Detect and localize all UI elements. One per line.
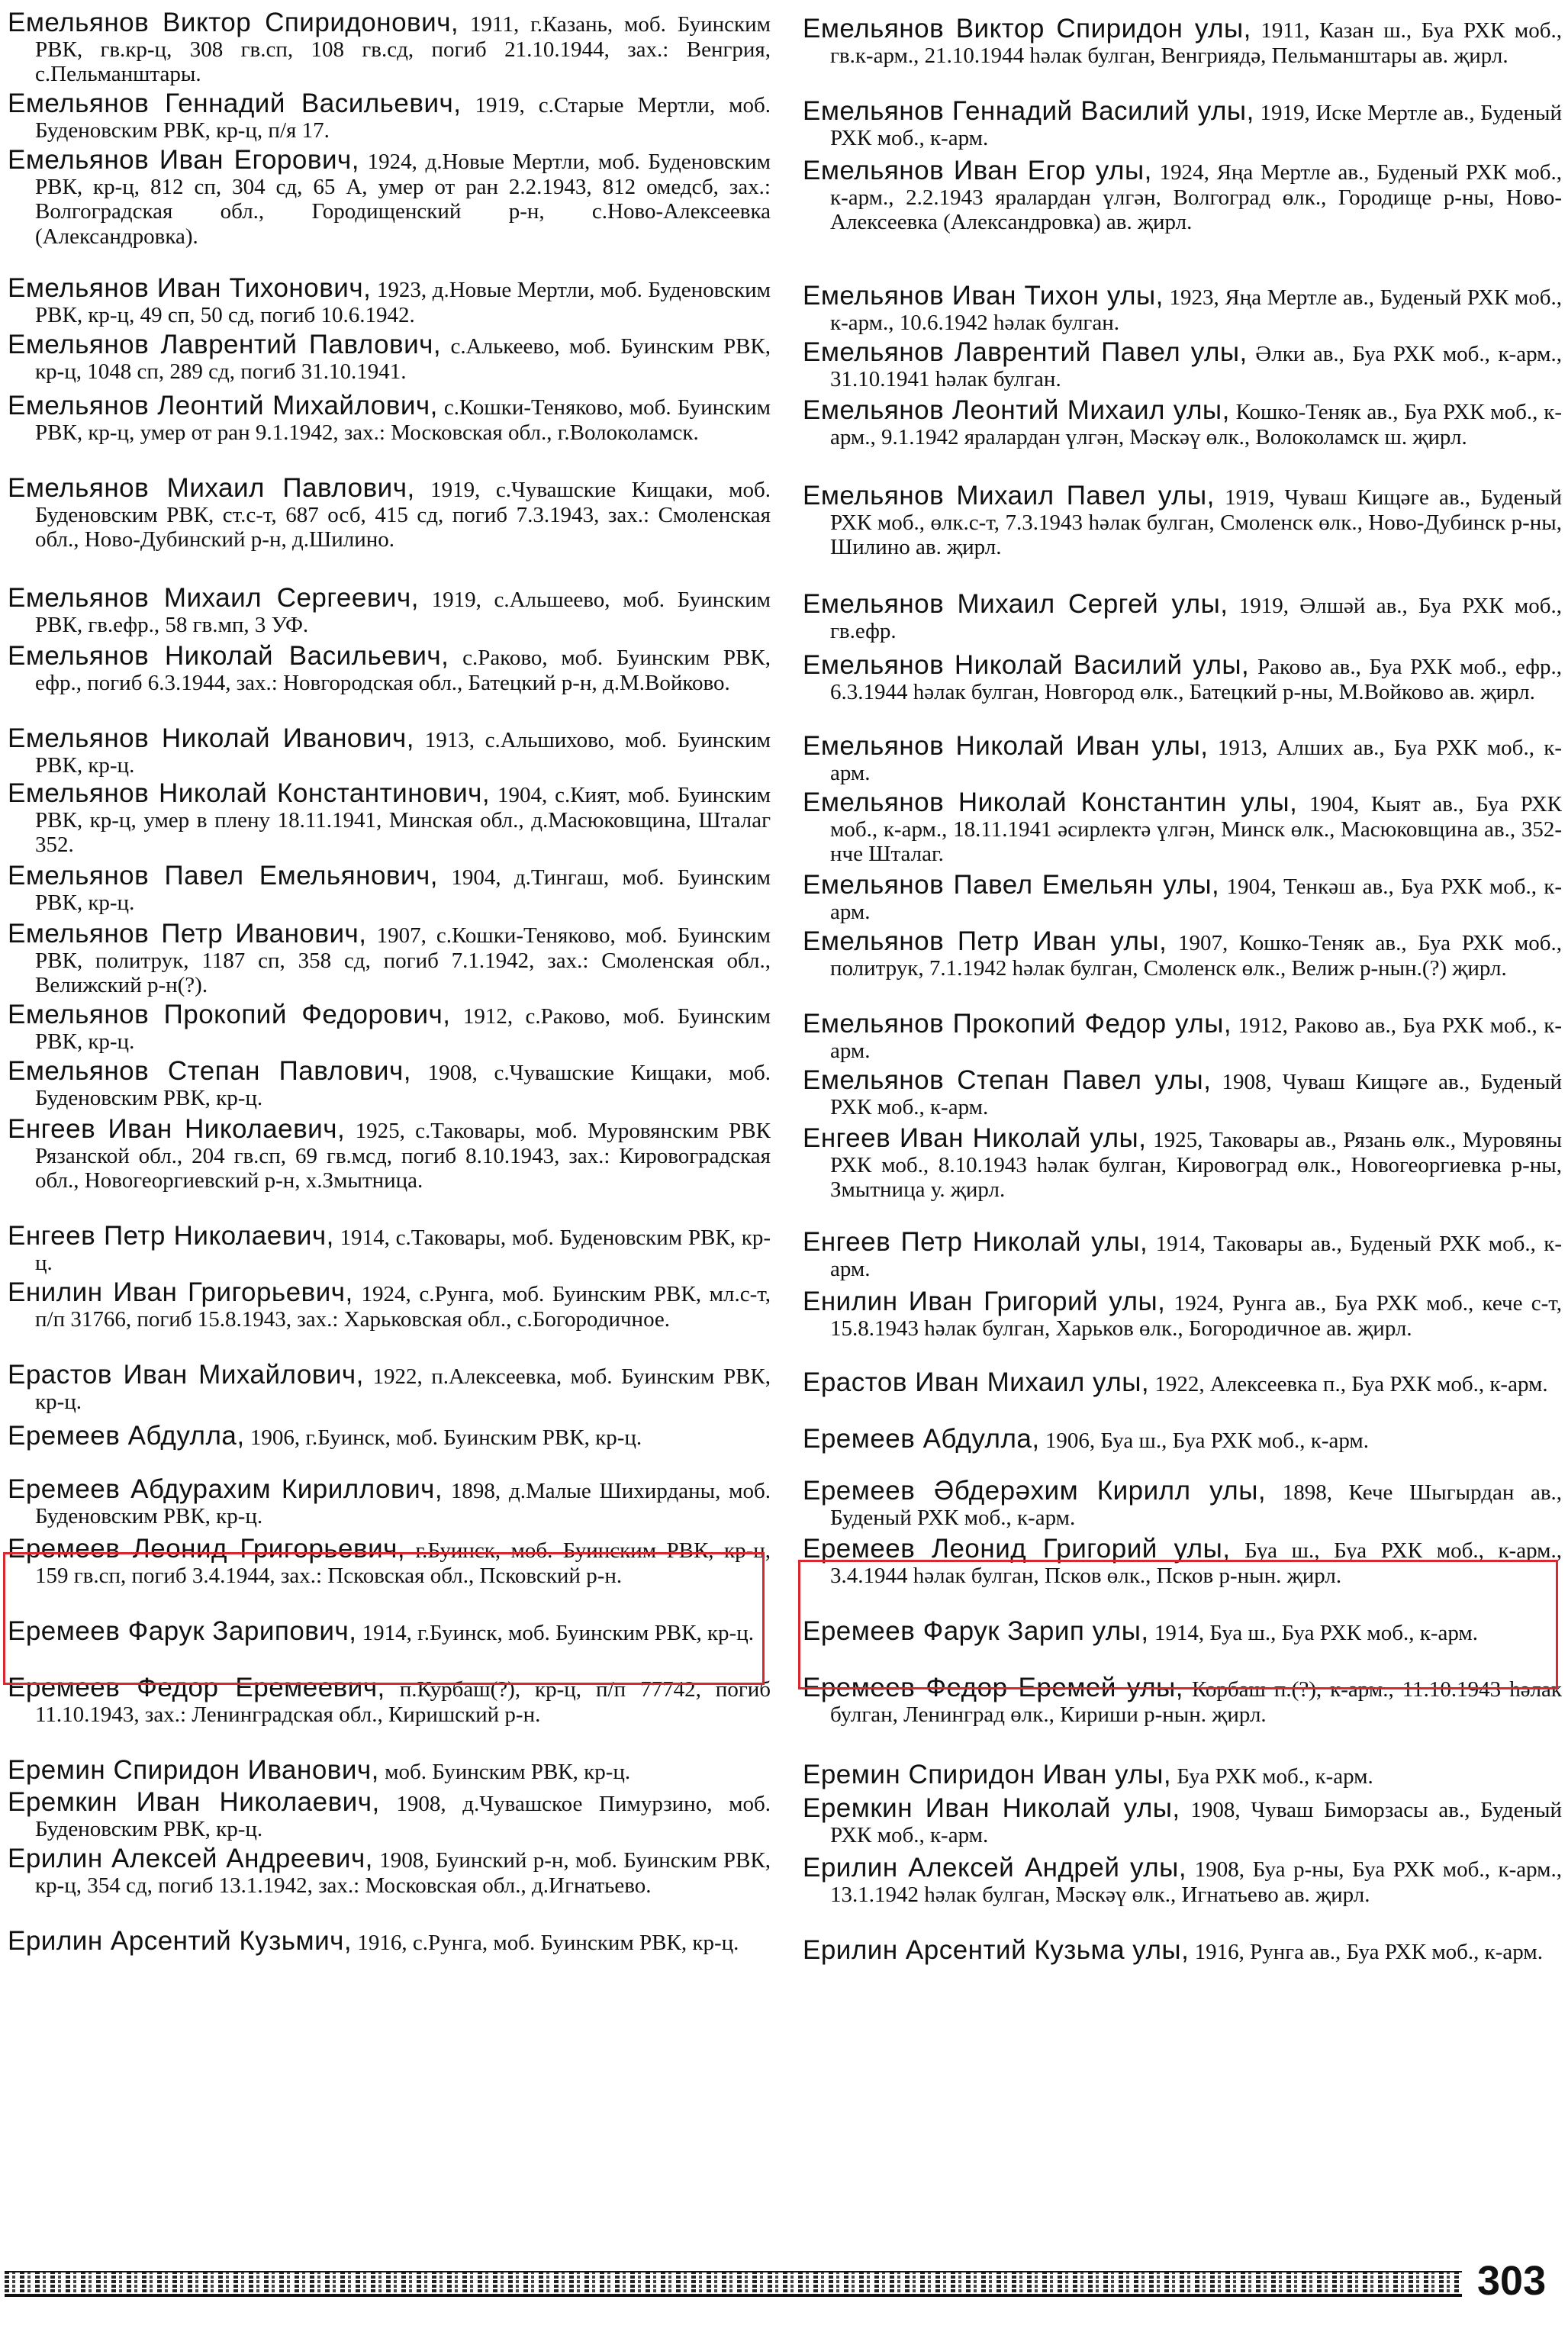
entry-name: Емельянов Леонтий Михайлович, xyxy=(8,391,438,420)
entry-name: Енилин Иван Григорьевич, xyxy=(8,1277,353,1307)
entry-name: Еремеев Абдулла, xyxy=(803,1424,1040,1454)
decorative-border xyxy=(5,2269,1462,2297)
entry-name: Емельянов Николай Васильевич, xyxy=(8,641,449,671)
entry xyxy=(8,1221,771,1275)
entry-name: Ерастов Иван Михайлович, xyxy=(8,1360,364,1390)
entry xyxy=(8,583,771,637)
entry-name: Емельянов Степан Павел улы, xyxy=(803,1065,1212,1095)
entry xyxy=(8,1755,771,1785)
entry-name: Емельянов Геннадий Васильевич, xyxy=(8,89,462,118)
entry-name: Емельянов Николай Иванович, xyxy=(8,723,414,753)
entry xyxy=(8,1000,771,1054)
entry xyxy=(8,778,771,858)
entry-details: 1914, с.Таковары, моб. Буденовским РВК, кр-ц. xyxy=(35,1226,771,1275)
entry-name: Емельянов Иван Егор улы, xyxy=(803,156,1152,185)
entry-name: Еремкин Иван Николаевич, xyxy=(8,1787,380,1817)
entry xyxy=(803,337,1562,391)
entry-details: 1906, Буа ш., Буа РХК моб., к-арм. xyxy=(1045,1429,1370,1453)
entry-name: Ерилин Алексей Андрей улы, xyxy=(803,1853,1187,1883)
entry-details: 1916, Рунга ав., Буа РХК моб., к-арм. xyxy=(1194,1940,1543,1964)
entry-name: Ерилин Арсентий Кузьмич, xyxy=(8,1926,353,1956)
entry-name: Еремеев Леонид Григорий улы, xyxy=(803,1534,1231,1564)
entry xyxy=(803,481,1563,560)
entry-details: 1922, п.Алексеевка, моб. Буинским РВК, кр-ц. xyxy=(35,1364,771,1414)
entry-name: Еремеев Фарук Зарипович, xyxy=(8,1616,357,1646)
entry xyxy=(8,1421,771,1451)
entry-details: 1919, с.Чувашские Кищаки, моб. Буденовским РВК, ст.с-т, 687 осб, 415 сд, погиб 7.3.1943, зах.: Смоленская обл., Ново-Дубинский р-н, д.Шилино. xyxy=(35,478,771,552)
entry xyxy=(803,1065,1562,1119)
entry-name: Еремеев Абдулла, xyxy=(8,1421,245,1451)
entry-name: Ерастов Иван Михаил улы, xyxy=(803,1367,1150,1397)
entry-name: Емельянов Николай Василий улы, xyxy=(803,650,1250,680)
entry-details: 1919, Иске Мертле ав., Буденый РХК моб., к-арм. xyxy=(830,101,1563,150)
entry-details: 1925, с.Таковары, моб. Муровянским РВК Рязанской обл., 204 гв.сп, 69 гв.мсд, погиб 8.10.1943, зах.: Кировоградская обл., Новогеоргиевский р-н, х.Змытница. xyxy=(35,1119,771,1193)
entry xyxy=(8,1277,771,1332)
entry xyxy=(8,1056,771,1110)
entry-name: Еремин Спиридон Иванович, xyxy=(8,1755,379,1785)
entry-details: г.Буинск, моб. Буинским РВК, кр-ц, 159 гв.сп, погиб 3.4.1944, зах.: Псковская обл., Псковский р-н. xyxy=(35,1538,771,1588)
entry xyxy=(8,641,771,695)
entry-details: Кошко-Теняк ав., Буа РХК моб., к-арм., 9.1.1942 яралардан үлгән, Мәскәү өлк., Волоколамск ш. җирл. xyxy=(830,400,1562,449)
entry xyxy=(803,870,1562,924)
entry xyxy=(8,1787,771,1841)
entry-details: с.Алькеево, моб. Буинским РВК, кр-ц, 1048 сп, 289 сд, погиб 31.10.1941. xyxy=(35,334,771,384)
entry-details: 1898, Кече Шыгырдан ав., Буденый РХК моб., к-арм. xyxy=(830,1480,1563,1530)
highlight-box-right xyxy=(798,1560,1558,1689)
entry-details: Буа ш., Буа РХК моб., к-арм., 3.4.1944 һәлак булган, Псков өлк., Псков р-нын. җирл. xyxy=(830,1538,1562,1588)
entry xyxy=(803,1476,1563,1530)
entry-details: 1908, Буинский р-н, моб. Буинским РВК, кр-ц, 354 сд, погиб 13.1.1942, зах.: Московская обл., д.Игнатьево. xyxy=(35,1848,771,1898)
entry-details: 1913, с.Альшихово, моб. Буинским РВК, кр-ц. xyxy=(35,728,771,778)
entry-name: Енгеев Петр Николай улы, xyxy=(803,1227,1148,1257)
entry xyxy=(803,788,1563,867)
entry-name: Ерилин Арсентий Кузьма улы, xyxy=(803,1935,1190,1965)
entry-name: Еремеев Абдурахим Кириллович, xyxy=(8,1474,443,1504)
entry-name: Емельянов Прокопий Федор улы, xyxy=(803,1009,1232,1039)
entry-name: Емельянов Иван Тихон улы, xyxy=(803,281,1164,311)
entry-details: 1908, д.Чувашское Пимурзино, моб. Буденовским РВК, кр-ц. xyxy=(35,1792,771,1841)
entry-details: 1904, Тенкәш ав., Буа РХК моб., к-арм. xyxy=(830,874,1562,924)
entry xyxy=(803,1935,1562,1965)
entry xyxy=(803,1853,1563,1907)
entry-details: 1907, Кошко-Теняк ав., Буа РХК моб., политрук, 7.1.1942 һәлак булган, Смоленск өлк., Велиж р-нын.(?) җирл. xyxy=(830,931,1562,981)
entry xyxy=(803,1227,1562,1281)
entry-name: Емельянов Михаил Сергей улы, xyxy=(803,589,1228,619)
entry-details: 1924, с.Рунга, моб. Буинским РВК, мл.с-т, п/п 31766, погиб 15.8.1943, зах.: Харьковская обл., с.Богородичное. xyxy=(35,1282,771,1332)
highlight-box-left xyxy=(3,1552,765,1685)
entry-details: 1906, г.Буинск, моб. Буинским РВК, кр-ц. xyxy=(250,1425,642,1450)
entry-name: Емельянов Николай Константинович, xyxy=(8,778,491,808)
entry-name: Емельянов Степан Павлович, xyxy=(8,1056,411,1086)
entry-name: Емельянов Прокопий Федорович, xyxy=(8,1000,451,1029)
entry xyxy=(8,1474,771,1528)
entry xyxy=(8,89,771,143)
entry xyxy=(803,395,1562,449)
entry-name: Емельянов Виктор Спиридонович, xyxy=(8,8,459,37)
entry-name: Ерилин Алексей Андреевич, xyxy=(8,1844,373,1873)
entry-details: 1925, Таковары ав., Рязань өлк., Муровяны РХК моб., 8.10.1943 һәлак булган, Кировоград өлк., Новогеоргиевка р-ны, Змытница у. җирл. xyxy=(830,1128,1562,1202)
entry xyxy=(803,731,1563,785)
entry-details: 1924, д.Новые Мертли, моб. Буденовским РВК, кр-ц, 812 сп, 304 сд, 65 А, умер от ран 2.2.1943, 812 омедсб, зах.: Волгоградская обл., Городищенский р-н, с.Ново-Алексеевка (Александровка). xyxy=(35,150,771,249)
entry xyxy=(8,1360,771,1414)
entry-details: 1908, Буа р-ны, Буа РХК моб., к-арм., 13.1.1942 һәлак булган, Мәскәү өлк., Игнатьево ав. җирл. xyxy=(830,1857,1563,1907)
entry-name: Емельянов Петр Иван улы, xyxy=(803,926,1167,956)
entry-name: Еремкин Иван Николай улы, xyxy=(803,1793,1180,1823)
entry xyxy=(8,1844,771,1898)
entry-details: моб. Буинским РВК, кр-ц. xyxy=(385,1760,631,1784)
entry xyxy=(803,589,1563,643)
entry-details: 1911, г.Казань, моб. Буинским РВК, гв.кр-ц, 308 гв.сп, 108 гв.сд, погиб 21.10.1944, зах.: Венгрия, с.Пельманштары. xyxy=(35,12,771,86)
entry xyxy=(8,723,771,778)
entry-details: 1911, Казан ш., Буа РХК моб., гв.к-арм., 21.10.1944 һәлак булган, Венгриядә, Пельманштары ав. җирл. xyxy=(830,18,1562,68)
entry-details: Раково ав., Буа РХК моб., ефр., 6.3.1944 һәлак булган, Новгород өлк., Батецкий р-ны, М.Войково ав. җирл. xyxy=(830,655,1562,704)
entry-details: 1904, Кыят ав., Буа РХК моб., к-арм., 18.11.1941 әсирлектә үлгән, Минск өлк., Масюковщина ав., 352-нче Шталаг. xyxy=(830,792,1563,866)
entry xyxy=(803,1760,1562,1789)
entry-details: п.Курбаш(?), кр-ц, п/п 77742, погиб 11.10.1943, зах.: Ленинградская обл., Киришский р-н. xyxy=(35,1677,771,1727)
entry-name: Еремеев Фарук Зарип улы, xyxy=(803,1616,1149,1646)
entry-name: Еремеев Федор Еремеевич, xyxy=(8,1673,385,1702)
entry-name: Емельянов Николай Константин улы, xyxy=(803,788,1298,817)
entry-details: 1919, с.Альшеево, моб. Буинским РВК, гв.ефр., 58 гв.мп, 3 УФ. xyxy=(35,588,771,637)
entry-details: с.Раково, моб. Буинским РВК, ефр., погиб 6.3.1944, зах.: Новгородская обл., Батецкий р-н, д.М.Войково. xyxy=(35,646,771,695)
entry-details: 1912, Раково ав., Буа РХК моб., к-арм. xyxy=(830,1013,1562,1063)
entry-details: 1904, д.Тингаш, моб. Буинским РВК, кр-ц. xyxy=(35,865,771,915)
entry-details: с.Кошки-Теняково, моб. Буинским РВК, кр-ц, умер от ран 9.1.1942, зах.: Московская обл., г.Волоколамск. xyxy=(35,395,771,445)
entry-name: Емельянов Павел Емельянович, xyxy=(8,861,439,891)
entry-name: Емельянов Лаврентий Павлович, xyxy=(8,330,442,359)
entry-details: 1898, д.Малые Шихирданы, моб. Буденовским РВК, кр-ц. xyxy=(35,1479,771,1528)
entry xyxy=(803,1793,1562,1847)
entry-details: 1914, Таковары ав., Буденый РХК моб., к-арм. xyxy=(830,1232,1562,1281)
entry-name: Емельянов Михаил Павлович, xyxy=(8,473,415,503)
entry xyxy=(803,926,1562,981)
entry-details: 1924, Яңа Мертле ав., Буденый РХК моб., к-арм., 2.2.1943 яралардан үлгән, Волгоград өлк., Городище р-ны, Ново-Алексеевка (Александровка) ав. җирл. xyxy=(830,160,1562,234)
entry xyxy=(8,391,771,445)
entry-details: 1923, Яңа Мертле ав., Буденый РХК моб., к-арм., 10.6.1942 һәлак булган. xyxy=(830,285,1562,335)
entry-name: Енгеев Иван Николай улы, xyxy=(803,1123,1147,1153)
entry-details: 1922, Алексеевка п., Буа РХК моб., к-арм. xyxy=(1154,1372,1548,1396)
entry-details: Корбаш п.(?), к-арм., 11.10.1943 һәлак булган, Ленинград өлк., Кириши р-нын. җирл. xyxy=(830,1677,1562,1727)
page-number: 303 xyxy=(1477,2258,1547,2304)
entry xyxy=(803,1287,1562,1341)
entry-details: 1913, Алших ав., Буа РХК моб., к-арм. xyxy=(830,736,1563,785)
entry xyxy=(8,330,771,384)
entry-details: 1924, Рунга ав., Буа РХК моб., кече с-т, 15.8.1943 һәлак булган, Харьков өлк., Богородичное ав. җирл. xyxy=(830,1291,1562,1341)
entry-name: Емельянов Геннадий Василий улы, xyxy=(803,96,1254,126)
entry xyxy=(8,8,771,87)
entry xyxy=(803,1123,1562,1203)
entry-name: Енгеев Иван Николаевич, xyxy=(8,1114,346,1144)
entry-name: Емельянов Павел Емельян улы, xyxy=(803,870,1220,900)
entry xyxy=(803,96,1563,150)
entry xyxy=(803,281,1562,335)
entry xyxy=(8,145,771,249)
entry-details: 1908, Чуваш Кищәге ав., Буденый РХК моб., к-арм. xyxy=(830,1070,1562,1119)
entry xyxy=(8,1926,771,1956)
entry xyxy=(803,14,1562,68)
entry-name: Емельянов Леонтий Михаил улы, xyxy=(803,395,1230,425)
entry xyxy=(803,156,1562,235)
entry-details: 1914, Буа ш., Буа РХК моб., к-арм. xyxy=(1154,1621,1479,1645)
entry-details: 1923, д.Новые Мертли, моб. Буденовским РВК, кр-ц, 49 сп, 50 сд, погиб 10.6.1942. xyxy=(35,278,771,327)
entry xyxy=(803,1424,1562,1454)
entry-details: 1908, с.Чувашские Кищаки, моб. Буденовским РВК, кр-ц. xyxy=(35,1061,771,1110)
entry-name: Енилин Иван Григорий улы, xyxy=(803,1287,1166,1316)
entry-name: Еремеев Әбдерәхим Кирилл улы, xyxy=(803,1476,1267,1506)
entry-name: Еремеев Леонид Григорьевич, xyxy=(8,1534,406,1564)
entry-name: Енгеев Петр Николаевич, xyxy=(8,1221,334,1251)
entry-name: Емельянов Иван Тихонович, xyxy=(8,273,372,303)
entry-name: Еремин Спиридон Иван улы, xyxy=(803,1760,1172,1789)
entry-name: Емельянов Михаил Павел улы, xyxy=(803,481,1215,511)
entry xyxy=(8,473,771,552)
entry-name: Емельянов Михаил Сергеевич, xyxy=(8,583,419,613)
entry-name: Емельянов Лаврентий Павел улы, xyxy=(803,337,1248,367)
entry-details: 1919, Әлшәй ав., Буа РХК моб., гв.ефр. xyxy=(830,594,1563,643)
entry xyxy=(8,1114,771,1193)
entry xyxy=(803,1367,1562,1397)
entry xyxy=(803,650,1562,704)
entry-details: Буа РХК моб., к-арм. xyxy=(1177,1764,1373,1789)
entry-name: Емельянов Петр Иванович, xyxy=(8,919,367,949)
entry-details: 1904, с.Кият, моб. Буинским РВК, кр-ц, умер в плену 18.11.1941, Минская обл., д.Масюковщина, Шталаг 352. xyxy=(35,783,771,857)
entry xyxy=(803,1009,1562,1063)
entry-name: Емельянов Николай Иван улы, xyxy=(803,731,1209,761)
entry-details: 1916, с.Рунга, моб. Буинским РВК, кр-ц. xyxy=(357,1931,739,1955)
entry-details: 1919, с.Старые Мертли, моб. Буденовским РВК, кр-ц, п/я 17. xyxy=(35,93,771,143)
entry-details: 1907, с.Кошки-Теняково, моб. Буинским РВК, политрук, 1187 сп, 358 сд, погиб 7.1.1942, зах.: Смоленская обл., Велижский р-н(?). xyxy=(35,923,771,997)
entry-name: Емельянов Иван Егорович, xyxy=(8,145,359,175)
entry-name: Емельянов Виктор Спиридон улы, xyxy=(803,14,1251,43)
entry-details: 1919, Чуваш Кищәге ав., Буденый РХК моб., өлк.с-т, 7.3.1943 һәлак булган, Смоленск өлк., Ново-Дубинск р-ны, Шилино ав. җирл. xyxy=(830,485,1563,559)
entry-details: Әлки ав., Буа РХК моб., к-арм., 31.10.1941 һәлак булган. xyxy=(830,342,1562,391)
entry-name: Еремеев Федор Еремей улы, xyxy=(803,1673,1183,1702)
entry xyxy=(8,273,771,327)
entry-details: 1914, г.Буинск, моб. Буинским РВК, кр-ц. xyxy=(362,1621,754,1645)
entry-details: 1912, с.Раково, моб. Буинским РВК, кр-ц. xyxy=(35,1004,771,1054)
entry xyxy=(8,919,771,998)
entry xyxy=(8,861,771,915)
entry-details: 1908, Чуваш Биморзасы ав., Буденый РХК моб., к-арм. xyxy=(830,1798,1562,1847)
